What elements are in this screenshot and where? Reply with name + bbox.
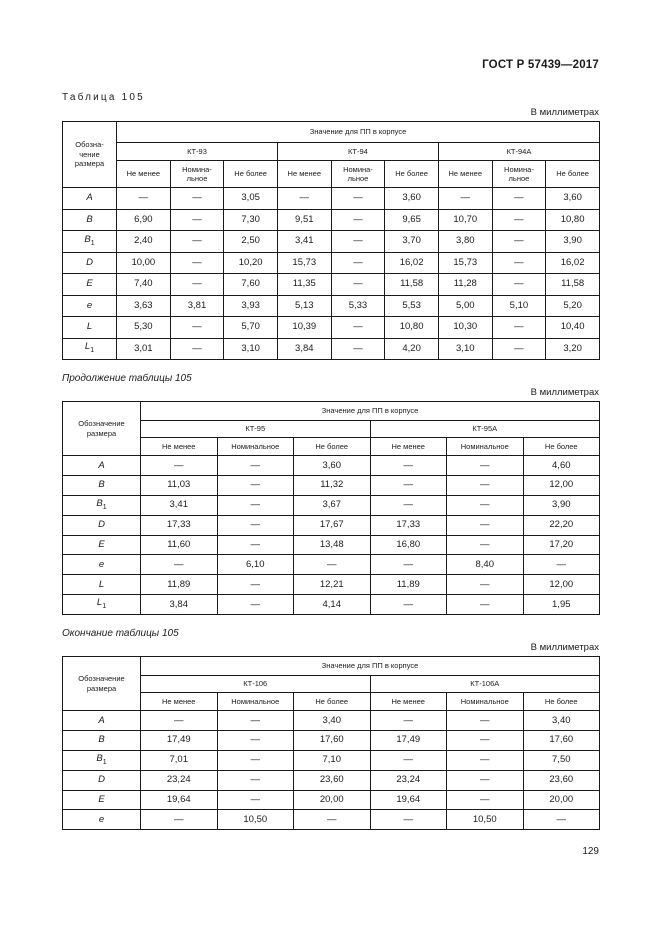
value-cell: — xyxy=(331,274,385,296)
subheader: Номина- льное xyxy=(170,161,224,188)
value-cell: 3,40 xyxy=(294,711,371,731)
table-3-caption: Окончание таблицы 105 xyxy=(62,628,179,639)
value-cell: — xyxy=(217,750,294,770)
subheader: Номина- льное xyxy=(492,161,546,188)
value-cell: — xyxy=(370,456,447,476)
value-cell: 15,73 xyxy=(438,252,492,274)
value-cell: — xyxy=(447,575,524,595)
value-cell: — xyxy=(370,810,447,830)
subheader: Не более xyxy=(546,161,600,188)
subheader: Не менее xyxy=(117,161,171,188)
value-cell: 17,20 xyxy=(523,535,600,555)
dimension-symbol-letter: E xyxy=(98,794,105,806)
value-cell: — xyxy=(447,515,524,535)
value-cell: — xyxy=(217,575,294,595)
value-cell: — xyxy=(447,750,524,770)
value-cell: 20,00 xyxy=(294,790,371,810)
subheader: Не менее xyxy=(438,161,492,188)
value-cell: — xyxy=(447,711,524,731)
value-cell: 3,01 xyxy=(117,338,171,360)
value-cell: 3,10 xyxy=(224,338,278,360)
value-cell: — xyxy=(492,274,546,296)
value-cell: — xyxy=(141,810,218,830)
value-cell: — xyxy=(370,555,447,575)
value-cell: — xyxy=(447,770,524,790)
dimension-symbol xyxy=(63,575,141,595)
dimension-symbol xyxy=(63,790,141,810)
value-cell: — xyxy=(492,231,546,253)
value-cell: — xyxy=(294,555,371,575)
dimension-symbol xyxy=(63,535,141,555)
value-cell: 23,24 xyxy=(141,770,218,790)
dimension-symbol-letter: E xyxy=(86,278,93,290)
value-cell: — xyxy=(447,790,524,810)
value-cell: 23,60 xyxy=(294,770,371,790)
dimension-symbol xyxy=(63,595,141,615)
value-cell: — xyxy=(217,595,294,615)
value-cell: 3,63 xyxy=(117,295,171,317)
dimension-symbol xyxy=(63,456,141,476)
dimension-symbol-letter: B xyxy=(98,734,105,746)
value-cell: 7,50 xyxy=(523,750,600,770)
value-cell: — xyxy=(141,711,218,731)
value-cell: — xyxy=(170,188,224,210)
value-cell: 10,80 xyxy=(546,209,600,231)
dimension-symbol-letter: D xyxy=(98,519,105,531)
dimension-header: Обозна- чение размера xyxy=(63,122,117,188)
value-cell: 5,53 xyxy=(385,295,439,317)
value-cell: 3,70 xyxy=(385,231,439,253)
value-cell: 3,10 xyxy=(438,338,492,360)
subheader: Не менее xyxy=(370,693,447,711)
value-cell: 16,02 xyxy=(546,252,600,274)
value-cell: — xyxy=(492,209,546,231)
value-cell: 12,00 xyxy=(523,575,600,595)
value-cell: — xyxy=(170,317,224,339)
value-cell: — xyxy=(447,475,524,495)
dimension-symbol xyxy=(63,770,141,790)
value-cell: 10,70 xyxy=(438,209,492,231)
package-header: КТ-106А xyxy=(370,676,600,693)
group-header: Значение для ПП в корпусе xyxy=(117,122,600,143)
value-cell: — xyxy=(217,535,294,555)
value-cell: 12,21 xyxy=(294,575,371,595)
subheader: Не менее xyxy=(370,438,447,456)
value-cell: 17,33 xyxy=(370,515,447,535)
value-cell: — xyxy=(370,750,447,770)
value-cell: — xyxy=(170,209,224,231)
dimension-symbol xyxy=(63,209,117,231)
value-cell: — xyxy=(170,274,224,296)
table-row xyxy=(63,790,600,810)
table-row xyxy=(63,515,600,535)
value-cell: 7,60 xyxy=(224,274,278,296)
table-row xyxy=(63,209,600,231)
subheader: Не более xyxy=(294,438,371,456)
value-cell: 3,84 xyxy=(141,595,218,615)
table-row xyxy=(63,475,600,495)
value-cell: — xyxy=(217,730,294,750)
dimension-symbol-letter: B xyxy=(98,479,105,491)
value-cell: — xyxy=(331,252,385,274)
value-cell: — xyxy=(217,475,294,495)
dimension-symbol xyxy=(63,252,117,274)
value-cell: — xyxy=(447,495,524,515)
table-3-units: В миллиметрах xyxy=(530,642,599,653)
value-cell: 5,33 xyxy=(331,295,385,317)
table-row xyxy=(63,595,600,615)
value-cell: — xyxy=(294,810,371,830)
value-cell: — xyxy=(492,252,546,274)
table-row xyxy=(63,295,600,317)
value-cell: 3,90 xyxy=(523,495,600,515)
value-cell: — xyxy=(217,456,294,476)
value-cell: 23,24 xyxy=(370,770,447,790)
value-cell: — xyxy=(523,555,600,575)
dimension-symbol-letter: A xyxy=(98,459,105,471)
table-row xyxy=(63,231,600,253)
dimension-symbol xyxy=(63,274,117,296)
value-cell: 5,20 xyxy=(546,295,600,317)
table-row xyxy=(63,188,600,210)
value-cell: 22,20 xyxy=(523,515,600,535)
value-cell: 10,30 xyxy=(438,317,492,339)
value-cell: — xyxy=(331,188,385,210)
value-cell: 17,33 xyxy=(141,515,218,535)
value-cell: 16,02 xyxy=(385,252,439,274)
table-105-part-1 xyxy=(62,121,600,360)
subheader: Номинальное xyxy=(217,438,294,456)
package-header: КТ-106 xyxy=(141,676,371,693)
value-cell: — xyxy=(492,317,546,339)
package-header: КТ-93 xyxy=(117,143,278,161)
table-1-caption: Таблица 105 xyxy=(62,92,145,103)
value-cell: 11,35 xyxy=(277,274,331,296)
value-cell: 5,00 xyxy=(438,295,492,317)
value-cell: 12,00 xyxy=(523,475,600,495)
dimension-symbol xyxy=(63,295,117,317)
value-cell: 3,80 xyxy=(438,231,492,253)
value-cell: — xyxy=(141,555,218,575)
value-cell: 17,49 xyxy=(370,730,447,750)
value-cell: — xyxy=(217,770,294,790)
dimension-symbol xyxy=(63,515,141,535)
value-cell: 11,03 xyxy=(141,475,218,495)
table-1-units: В миллиметрах xyxy=(530,107,599,118)
dimension-symbol-letter: L xyxy=(98,578,105,590)
value-cell: 11,58 xyxy=(546,274,600,296)
table-row xyxy=(63,730,600,750)
value-cell: 3,41 xyxy=(277,231,331,253)
value-cell: 10,50 xyxy=(447,810,524,830)
subheader: Не более xyxy=(523,438,600,456)
subheader: Не менее xyxy=(141,438,218,456)
value-cell: — xyxy=(438,188,492,210)
value-cell: 2,50 xyxy=(224,231,278,253)
dimension-symbol-letter: e xyxy=(98,813,105,825)
dimension-symbol xyxy=(63,495,141,515)
value-cell: 5,10 xyxy=(492,295,546,317)
value-cell: 17,49 xyxy=(141,730,218,750)
value-cell: 11,32 xyxy=(294,475,371,495)
table-row xyxy=(63,535,600,555)
dimension-symbol-letter: D xyxy=(98,774,105,786)
value-cell: — xyxy=(370,495,447,515)
value-cell: 5,13 xyxy=(277,295,331,317)
value-cell: — xyxy=(217,790,294,810)
subheader: Номина- льное xyxy=(331,161,385,188)
subheader: Не менее xyxy=(277,161,331,188)
value-cell: — xyxy=(523,810,600,830)
value-cell: 3,90 xyxy=(546,231,600,253)
dimension-symbol xyxy=(63,475,141,495)
dimension-symbol-letter: e xyxy=(98,558,105,570)
value-cell: 3,84 xyxy=(277,338,331,360)
value-cell: — xyxy=(492,338,546,360)
dimension-symbol-letter: B xyxy=(86,213,93,225)
value-cell: — xyxy=(331,209,385,231)
table-row xyxy=(63,456,600,476)
dimension-symbol-letter: B xyxy=(96,752,103,764)
value-cell: — xyxy=(141,456,218,476)
dimension-symbol-index: 1 xyxy=(102,758,107,766)
value-cell: — xyxy=(447,730,524,750)
table-row xyxy=(63,575,600,595)
value-cell: 1,95 xyxy=(523,595,600,615)
page-number: 129 xyxy=(582,846,599,857)
dimension-symbol xyxy=(63,188,117,210)
value-cell: 17,60 xyxy=(294,730,371,750)
value-cell: — xyxy=(170,252,224,274)
value-cell: 23,60 xyxy=(523,770,600,790)
value-cell: — xyxy=(170,231,224,253)
subheader: Номинальное xyxy=(217,693,294,711)
subheader: Не менее xyxy=(141,693,218,711)
value-cell: 11,58 xyxy=(385,274,439,296)
dimension-symbol-index: 1 xyxy=(90,239,95,247)
subheader: Не более xyxy=(294,693,371,711)
table-row xyxy=(63,770,600,790)
value-cell: 9,51 xyxy=(277,209,331,231)
value-cell: 16,80 xyxy=(370,535,447,555)
value-cell: 7,40 xyxy=(117,274,171,296)
value-cell: 15,73 xyxy=(277,252,331,274)
dimension-symbol-letter: D xyxy=(86,256,93,268)
dimension-symbol-letter: E xyxy=(98,539,105,551)
dimension-header: Обозначение размера xyxy=(63,657,141,711)
value-cell: 19,64 xyxy=(370,790,447,810)
value-cell: 10,20 xyxy=(224,252,278,274)
value-cell: — xyxy=(170,338,224,360)
package-header: КТ-94А xyxy=(438,143,599,161)
dimension-symbol-letter: L xyxy=(84,341,91,353)
dimension-symbol-letter: L xyxy=(86,321,93,333)
dimension-symbol xyxy=(63,231,117,253)
dimension-symbol xyxy=(63,555,141,575)
group-header: Значение для ПП в корпусе xyxy=(141,657,600,676)
value-cell: 3,05 xyxy=(224,188,278,210)
value-cell: 7,01 xyxy=(141,750,218,770)
value-cell: — xyxy=(217,515,294,535)
value-cell: — xyxy=(331,317,385,339)
value-cell: 17,60 xyxy=(523,730,600,750)
dimension-symbol xyxy=(63,711,141,731)
table-row xyxy=(63,555,600,575)
table-2-caption: Продолжение таблицы 105 xyxy=(62,373,192,384)
value-cell: 11,89 xyxy=(370,575,447,595)
table-row xyxy=(63,750,600,770)
value-cell: 10,80 xyxy=(385,317,439,339)
document-header: ГОСТ Р 57439—2017 xyxy=(482,59,599,71)
value-cell: 13,48 xyxy=(294,535,371,555)
dimension-symbol-letter: L xyxy=(96,597,103,609)
value-cell: 3,60 xyxy=(546,188,600,210)
value-cell: — xyxy=(370,595,447,615)
dimension-symbol-letter: B xyxy=(84,233,91,245)
table-row xyxy=(63,495,600,515)
package-header: КТ-95 xyxy=(141,421,371,438)
value-cell: 2,40 xyxy=(117,231,171,253)
value-cell: — xyxy=(331,338,385,360)
dimension-symbol xyxy=(63,317,117,339)
dimension-symbol-letter: A xyxy=(98,714,105,726)
value-cell: 6,10 xyxy=(217,555,294,575)
value-cell: 11,28 xyxy=(438,274,492,296)
value-cell: 4,60 xyxy=(523,456,600,476)
dimension-symbol xyxy=(63,338,117,360)
value-cell: 3,93 xyxy=(224,295,278,317)
value-cell: — xyxy=(331,231,385,253)
table-105-part-3 xyxy=(62,656,600,830)
value-cell: 3,41 xyxy=(141,495,218,515)
value-cell: 3,40 xyxy=(523,711,600,731)
value-cell: — xyxy=(447,456,524,476)
value-cell: — xyxy=(370,711,447,731)
value-cell: 10,00 xyxy=(117,252,171,274)
dimension-symbol xyxy=(63,810,141,830)
value-cell: 6,90 xyxy=(117,209,171,231)
value-cell: 11,60 xyxy=(141,535,218,555)
package-header: КТ-94 xyxy=(277,143,438,161)
table-row xyxy=(63,317,600,339)
value-cell: — xyxy=(447,595,524,615)
value-cell: 8,40 xyxy=(447,555,524,575)
value-cell: 3,20 xyxy=(546,338,600,360)
value-cell: 10,40 xyxy=(546,317,600,339)
value-cell: — xyxy=(447,535,524,555)
table-row xyxy=(63,711,600,731)
value-cell: 20,00 xyxy=(523,790,600,810)
value-cell: 7,10 xyxy=(294,750,371,770)
value-cell: 7,30 xyxy=(224,209,278,231)
dimension-header: Обозначение размера xyxy=(63,402,141,456)
group-header: Значение для ПП в корпусе xyxy=(141,402,600,421)
value-cell: — xyxy=(117,188,171,210)
value-cell: 3,60 xyxy=(294,456,371,476)
subheader: Номинальное xyxy=(447,438,524,456)
table-row xyxy=(63,338,600,360)
dimension-symbol-index: 1 xyxy=(90,347,95,355)
value-cell: — xyxy=(492,188,546,210)
value-cell: 3,81 xyxy=(170,295,224,317)
value-cell: 3,67 xyxy=(294,495,371,515)
value-cell: — xyxy=(370,475,447,495)
value-cell: 9,65 xyxy=(385,209,439,231)
value-cell: 17,67 xyxy=(294,515,371,535)
table-row xyxy=(63,252,600,274)
value-cell: 19,64 xyxy=(141,790,218,810)
value-cell: 4,14 xyxy=(294,595,371,615)
subheader: Не более xyxy=(523,693,600,711)
value-cell: 4,20 xyxy=(385,338,439,360)
value-cell: — xyxy=(217,495,294,515)
dimension-symbol-letter: A xyxy=(86,192,93,204)
table-row xyxy=(63,274,600,296)
dimension-symbol xyxy=(63,730,141,750)
value-cell: 5,30 xyxy=(117,317,171,339)
value-cell: 3,60 xyxy=(385,188,439,210)
value-cell: — xyxy=(217,711,294,731)
dimension-symbol-letter: B xyxy=(96,497,103,509)
value-cell: 10,50 xyxy=(217,810,294,830)
subheader: Не более xyxy=(385,161,439,188)
value-cell: 5,70 xyxy=(224,317,278,339)
value-cell: 11,89 xyxy=(141,575,218,595)
value-cell: — xyxy=(277,188,331,210)
dimension-symbol-letter: e xyxy=(86,299,93,311)
table-2-units: В миллиметрах xyxy=(530,387,599,398)
table-105-part-2 xyxy=(62,401,600,615)
table-row xyxy=(63,810,600,830)
dimension-symbol-index: 1 xyxy=(102,603,107,611)
subheader: Номинальное xyxy=(447,693,524,711)
dimension-symbol xyxy=(63,750,141,770)
dimension-symbol-index: 1 xyxy=(102,503,107,511)
package-header: КТ-95А xyxy=(370,421,600,438)
subheader: Не более xyxy=(224,161,278,188)
value-cell: 10,39 xyxy=(277,317,331,339)
